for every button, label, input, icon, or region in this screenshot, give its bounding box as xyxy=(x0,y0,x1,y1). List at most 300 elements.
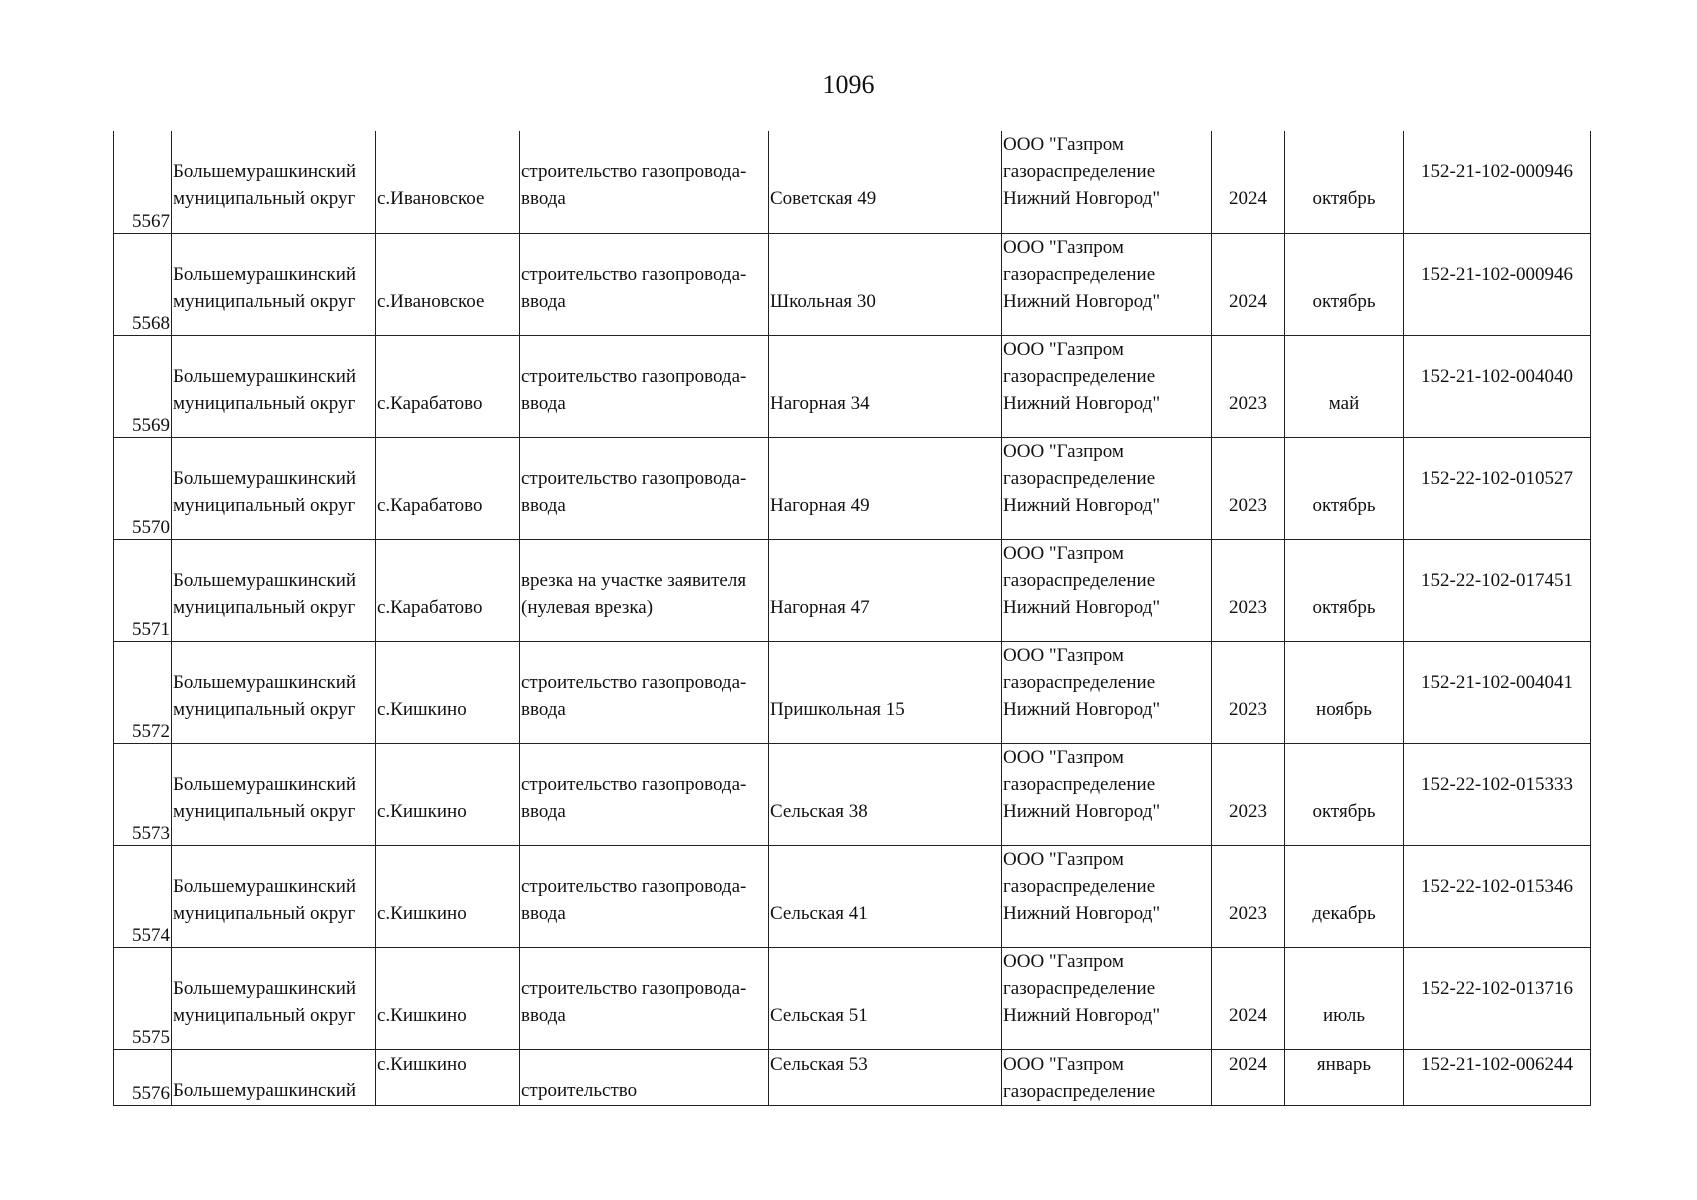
row-number-cell xyxy=(114,947,172,1049)
month-value: январь xyxy=(1316,1053,1372,1075)
application-code-text xyxy=(1405,336,1589,390)
organization-line: Нижний Новгород" xyxy=(1003,902,1161,924)
organization-text xyxy=(1003,540,1210,621)
year-text xyxy=(1213,438,1283,519)
organization-text xyxy=(1003,1050,1210,1105)
row-number: 5569 xyxy=(132,414,170,436)
year-value: 2023 xyxy=(1229,800,1267,822)
village-text xyxy=(377,540,518,621)
table-row xyxy=(114,1049,1591,1105)
district-cell xyxy=(172,947,376,1049)
district-cell xyxy=(172,743,376,845)
organization-line: ООО "Газпром xyxy=(1003,644,1124,666)
work-type-cell xyxy=(520,539,769,641)
organization-line: газораспределение xyxy=(1003,161,1156,182)
page-number: 1096 xyxy=(822,70,875,99)
village-value: с.Кишкино xyxy=(377,902,467,924)
work-type-line: ввода xyxy=(521,698,566,720)
street-text xyxy=(770,540,1000,621)
year-value: 2024 xyxy=(1229,188,1267,209)
organization-cell xyxy=(1002,437,1212,539)
street-cell xyxy=(769,743,1002,845)
village-cell xyxy=(376,437,520,539)
village-cell xyxy=(376,641,520,743)
organization-line: ООО "Газпром xyxy=(1003,950,1124,972)
work-type-text xyxy=(521,438,767,519)
month-value: декабрь xyxy=(1312,902,1376,924)
organization-text xyxy=(1003,438,1210,519)
street-cell xyxy=(769,1049,1002,1105)
district-text xyxy=(173,642,374,723)
application-code-cell xyxy=(1404,335,1591,437)
village-cell xyxy=(376,335,520,437)
row-number-cell xyxy=(114,539,172,641)
year-cell xyxy=(1212,743,1285,845)
work-type-line: ввода xyxy=(521,800,566,822)
year-cell xyxy=(1212,233,1285,335)
organization-cell xyxy=(1002,845,1212,947)
village-text xyxy=(377,1050,518,1078)
row-number: 5575 xyxy=(132,1026,170,1048)
application-code-value: 152-22-102-013716 xyxy=(1421,977,1573,999)
month-value: октябрь xyxy=(1312,800,1376,822)
work-type-text xyxy=(521,131,767,212)
application-code-text xyxy=(1405,540,1589,594)
month-cell xyxy=(1285,743,1404,845)
table-row xyxy=(114,539,1591,641)
work-type-text xyxy=(521,1050,767,1104)
work-type-cell xyxy=(520,233,769,335)
street-value: Советская 49 xyxy=(770,188,877,209)
organization-line: ООО "Газпром xyxy=(1003,236,1124,258)
work-type-cell xyxy=(520,947,769,1049)
month-value: октябрь xyxy=(1312,290,1376,312)
street-text xyxy=(770,744,1000,825)
table-row xyxy=(114,947,1591,1049)
village-text xyxy=(377,948,518,1029)
year-cell xyxy=(1212,539,1285,641)
village-text xyxy=(377,336,518,417)
year-cell xyxy=(1212,641,1285,743)
village-value: с.Кишкино xyxy=(377,1004,467,1026)
year-text xyxy=(1213,846,1283,927)
street-value: Нагорная 34 xyxy=(770,392,870,414)
street-cell xyxy=(769,845,1002,947)
work-type-cell xyxy=(520,437,769,539)
organization-line: Нижний Новгород" xyxy=(1003,596,1161,618)
organization-cell xyxy=(1002,335,1212,437)
street-value: Нагорная 49 xyxy=(770,494,870,516)
organization-cell xyxy=(1002,641,1212,743)
row-number-cell xyxy=(114,845,172,947)
organization-line: ООО "Газпром xyxy=(1003,1053,1124,1075)
district-cell xyxy=(172,539,376,641)
month-text xyxy=(1286,336,1402,417)
street-value: Школьная 30 xyxy=(770,290,876,312)
work-type-text xyxy=(521,744,767,825)
district-line: муниципальный округ xyxy=(173,494,356,516)
application-code-cell xyxy=(1404,437,1591,539)
village-value: с.Карабатово xyxy=(377,596,483,618)
year-cell xyxy=(1212,437,1285,539)
organization-text xyxy=(1003,642,1210,723)
organization-cell xyxy=(1002,233,1212,335)
organization-line: Нижний Новгород" xyxy=(1003,392,1161,414)
row-number-cell xyxy=(114,1049,172,1105)
registry-table xyxy=(113,131,1591,1106)
organization-line: Нижний Новгород" xyxy=(1003,188,1161,209)
year-cell xyxy=(1212,845,1285,947)
work-type-line: строительство газопровода- xyxy=(521,875,747,897)
district-text xyxy=(173,846,374,927)
work-type-line: строительство газопровода- xyxy=(521,773,747,795)
month-cell xyxy=(1285,947,1404,1049)
work-type-text xyxy=(521,642,767,723)
work-type-line: врезка на участке заявителя xyxy=(521,569,747,591)
work-type-cell xyxy=(520,845,769,947)
work-type-line: строительство газопровода- xyxy=(521,671,747,693)
year-text xyxy=(1213,948,1283,1029)
month-text xyxy=(1286,438,1402,519)
year-value: 2024 xyxy=(1229,1004,1267,1026)
district-text xyxy=(173,336,374,417)
village-cell xyxy=(376,743,520,845)
street-cell xyxy=(769,437,1002,539)
village-cell xyxy=(376,539,520,641)
street-value: Сельская 41 xyxy=(770,902,868,924)
month-value: май xyxy=(1328,392,1360,414)
organization-text xyxy=(1003,846,1210,927)
month-text xyxy=(1286,642,1402,723)
street-value: Сельская 53 xyxy=(770,1053,868,1075)
application-code-value: 152-21-102-000946 xyxy=(1421,161,1573,182)
application-code-cell xyxy=(1404,539,1591,641)
district-line: муниципальный округ xyxy=(173,1004,356,1026)
organization-text xyxy=(1003,744,1210,825)
year-text xyxy=(1213,131,1283,212)
district-cell xyxy=(172,437,376,539)
organization-text xyxy=(1003,234,1210,315)
year-value: 2024 xyxy=(1229,1053,1267,1075)
village-text xyxy=(377,234,518,315)
street-cell xyxy=(769,947,1002,1049)
application-code-cell xyxy=(1404,845,1591,947)
month-cell xyxy=(1285,1049,1404,1105)
street-cell xyxy=(769,335,1002,437)
district-line: Большемурашкинский xyxy=(173,161,357,182)
year-text xyxy=(1213,642,1283,723)
application-code-cell xyxy=(1404,131,1591,233)
application-code-cell xyxy=(1404,743,1591,845)
table-row xyxy=(114,641,1591,743)
table-body xyxy=(114,131,1591,1105)
year-cell xyxy=(1212,335,1285,437)
village-value: с.Карабатово xyxy=(377,392,483,414)
year-value: 2023 xyxy=(1229,698,1267,720)
organization-line: газораспределение xyxy=(1003,467,1156,489)
work-type-text xyxy=(521,846,767,927)
village-cell xyxy=(376,947,520,1049)
district-text xyxy=(173,131,374,212)
work-type-line: ввода xyxy=(521,1004,566,1026)
village-value: с.Ивановское xyxy=(377,188,485,209)
district-line: муниципальный округ xyxy=(173,698,356,720)
row-number: 5567 xyxy=(132,210,170,232)
district-cell xyxy=(172,641,376,743)
month-cell xyxy=(1285,641,1404,743)
organization-cell xyxy=(1002,1049,1212,1105)
district-text xyxy=(173,948,374,1029)
row-number-cell xyxy=(114,743,172,845)
district-line: муниципальный округ xyxy=(173,902,356,924)
table-row xyxy=(114,233,1591,335)
village-text xyxy=(377,846,518,927)
organization-line: ООО "Газпром xyxy=(1003,338,1124,360)
organization-line: Нижний Новгород" xyxy=(1003,494,1161,516)
organization-cell xyxy=(1002,131,1212,233)
application-code-value: 152-21-102-004041 xyxy=(1421,671,1573,693)
row-number-cell xyxy=(114,641,172,743)
application-code-value: 152-21-102-006244 xyxy=(1421,1053,1573,1075)
year-cell xyxy=(1212,947,1285,1049)
application-code-cell xyxy=(1404,947,1591,1049)
organization-line: ООО "Газпром xyxy=(1003,134,1124,155)
organization-text xyxy=(1003,948,1210,1029)
work-type-text xyxy=(521,234,767,315)
village-value: с.Кишкино xyxy=(377,800,467,822)
month-value: ноябрь xyxy=(1316,698,1372,720)
year-text xyxy=(1213,540,1283,621)
month-text xyxy=(1286,540,1402,621)
organization-line: газораспределение xyxy=(1003,977,1156,999)
district-line: муниципальный округ xyxy=(173,596,356,618)
organization-line: газораспределение xyxy=(1003,263,1156,285)
month-value: октябрь xyxy=(1312,596,1376,618)
street-cell xyxy=(769,641,1002,743)
application-code-text xyxy=(1405,234,1589,288)
month-text xyxy=(1286,1050,1402,1078)
year-text xyxy=(1213,336,1283,417)
row-number: 5570 xyxy=(132,516,170,538)
street-text xyxy=(770,948,1000,1029)
organization-cell xyxy=(1002,947,1212,1049)
application-code-text xyxy=(1405,131,1589,185)
street-value: Пришкольная 15 xyxy=(770,698,905,720)
work-type-text xyxy=(521,540,767,621)
organization-line: газораспределение xyxy=(1003,773,1156,795)
year-text xyxy=(1213,1050,1283,1078)
month-cell xyxy=(1285,539,1404,641)
month-text xyxy=(1286,846,1402,927)
street-text xyxy=(770,131,1000,212)
month-cell xyxy=(1285,437,1404,539)
month-cell xyxy=(1285,233,1404,335)
organization-line: газораспределение xyxy=(1003,569,1156,591)
row-number-cell xyxy=(114,131,172,233)
table-row xyxy=(114,335,1591,437)
work-type-line: (нулевая врезка) xyxy=(521,596,654,618)
month-cell xyxy=(1285,335,1404,437)
table-row xyxy=(114,437,1591,539)
year-cell xyxy=(1212,1049,1285,1105)
organization-line: ООО "Газпром xyxy=(1003,440,1124,462)
district-line: Большемурашкинский xyxy=(173,365,357,387)
district-line: Большемурашкинский xyxy=(173,977,357,999)
district-text xyxy=(173,1050,374,1104)
organization-line: Нижний Новгород" xyxy=(1003,290,1161,312)
organization-cell xyxy=(1002,539,1212,641)
row-number: 5568 xyxy=(132,312,170,334)
application-code-cell xyxy=(1404,1049,1591,1105)
row-number: 5571 xyxy=(132,618,170,640)
district-line: муниципальный округ xyxy=(173,188,356,209)
street-value: Нагорная 47 xyxy=(770,596,870,618)
table-row xyxy=(114,743,1591,845)
village-text xyxy=(377,131,518,212)
street-text xyxy=(770,1050,1000,1078)
application-code-value: 152-22-102-017451 xyxy=(1421,569,1573,591)
month-text xyxy=(1286,131,1402,212)
village-value: с.Кишкино xyxy=(377,698,467,720)
organization-line: газораспределение xyxy=(1003,365,1156,387)
district-cell xyxy=(172,1049,376,1105)
street-text xyxy=(770,234,1000,315)
work-type-line: строительство газопровода- xyxy=(521,161,747,182)
table-row xyxy=(114,131,1591,233)
village-value: с.Ивановское xyxy=(377,290,485,312)
organization-cell xyxy=(1002,743,1212,845)
organization-line: ООО "Газпром xyxy=(1003,542,1124,564)
work-type-line: ввода xyxy=(521,392,566,414)
year-cell xyxy=(1212,131,1285,233)
organization-line: Нижний Новгород" xyxy=(1003,800,1161,822)
year-value: 2024 xyxy=(1229,290,1267,312)
month-value: октябрь xyxy=(1312,494,1376,516)
work-type-cell xyxy=(520,641,769,743)
month-cell xyxy=(1285,845,1404,947)
district-text xyxy=(173,234,374,315)
work-type-line: строительство xyxy=(521,1079,638,1101)
application-code-text xyxy=(1405,948,1589,1002)
work-type-line: ввода xyxy=(521,902,566,924)
application-code-text xyxy=(1405,1050,1589,1078)
application-code-text xyxy=(1405,846,1589,900)
application-code-cell xyxy=(1404,641,1591,743)
month-value: октябрь xyxy=(1312,188,1376,209)
district-line: Большемурашкинский xyxy=(173,263,357,285)
work-type-cell xyxy=(520,131,769,233)
district-cell xyxy=(172,335,376,437)
month-text xyxy=(1286,744,1402,825)
organization-line: газораспределение xyxy=(1003,671,1156,693)
year-text xyxy=(1213,234,1283,315)
village-cell xyxy=(376,1049,520,1105)
application-code-value: 152-21-102-000946 xyxy=(1421,263,1573,285)
village-value: с.Карабатово xyxy=(377,494,483,516)
work-type-text xyxy=(521,948,767,1029)
district-line: Большемурашкинский xyxy=(173,773,357,795)
row-number: 5572 xyxy=(132,720,170,742)
application-code-text xyxy=(1405,642,1589,696)
work-type-cell xyxy=(520,1049,769,1105)
street-value: Сельская 51 xyxy=(770,1004,868,1026)
street-cell xyxy=(769,233,1002,335)
street-value: Сельская 38 xyxy=(770,800,868,822)
district-line: Большемурашкинский xyxy=(173,467,357,489)
district-line: Большемурашкинский xyxy=(173,671,357,693)
work-type-cell xyxy=(520,335,769,437)
district-cell xyxy=(172,845,376,947)
district-line: Большемурашкинский xyxy=(173,569,357,591)
year-text xyxy=(1213,744,1283,825)
district-text xyxy=(173,540,374,621)
year-value: 2023 xyxy=(1229,596,1267,618)
month-text xyxy=(1286,234,1402,315)
organization-text xyxy=(1003,336,1210,417)
work-type-line: строительство газопровода- xyxy=(521,467,747,489)
district-text xyxy=(173,438,374,519)
street-cell xyxy=(769,131,1002,233)
district-line: муниципальный округ xyxy=(173,800,356,822)
row-number-cell xyxy=(114,437,172,539)
organization-line: ООО "Газпром xyxy=(1003,848,1124,870)
district-line: Большемурашкинский xyxy=(173,875,357,897)
year-value: 2023 xyxy=(1229,392,1267,414)
street-text xyxy=(770,846,1000,927)
month-cell xyxy=(1285,131,1404,233)
organization-line: Нижний Новгород" xyxy=(1003,698,1161,720)
street-cell xyxy=(769,539,1002,641)
district-cell xyxy=(172,131,376,233)
work-type-line: ввода xyxy=(521,188,566,209)
district-line: муниципальный округ xyxy=(173,392,356,414)
organization-line: Нижний Новгород" xyxy=(1003,1004,1161,1026)
work-type-line: ввода xyxy=(521,494,566,516)
application-code-text xyxy=(1405,744,1589,798)
street-text xyxy=(770,642,1000,723)
organization-line: газораспределение xyxy=(1003,1080,1156,1102)
organization-line: ООО "Газпром xyxy=(1003,746,1124,768)
application-code-value: 152-22-102-010527 xyxy=(1421,467,1573,489)
village-value: с.Кишкино xyxy=(377,1053,467,1075)
street-text xyxy=(770,438,1000,519)
organization-text xyxy=(1003,131,1210,212)
village-text xyxy=(377,642,518,723)
work-type-line: строительство газопровода- xyxy=(521,977,747,999)
application-code-value: 152-21-102-004040 xyxy=(1421,365,1573,387)
village-text xyxy=(377,438,518,519)
village-text xyxy=(377,744,518,825)
district-cell xyxy=(172,233,376,335)
work-type-cell xyxy=(520,743,769,845)
month-text xyxy=(1286,948,1402,1029)
district-line: муниципальный округ xyxy=(173,290,356,312)
organization-line: газораспределение xyxy=(1003,875,1156,897)
village-cell xyxy=(376,845,520,947)
table-row xyxy=(114,845,1591,947)
application-code-value: 152-22-102-015333 xyxy=(1421,773,1573,795)
work-type-line: строительство газопровода- xyxy=(521,365,747,387)
row-number-cell xyxy=(114,233,172,335)
row-number-cell xyxy=(114,335,172,437)
district-line: Большемурашкинский xyxy=(173,1079,357,1101)
village-cell xyxy=(376,233,520,335)
work-type-line: ввода xyxy=(521,290,566,312)
year-value: 2023 xyxy=(1229,902,1267,924)
work-type-text xyxy=(521,336,767,417)
application-code-cell xyxy=(1404,233,1591,335)
application-code-value: 152-22-102-015346 xyxy=(1421,875,1573,897)
